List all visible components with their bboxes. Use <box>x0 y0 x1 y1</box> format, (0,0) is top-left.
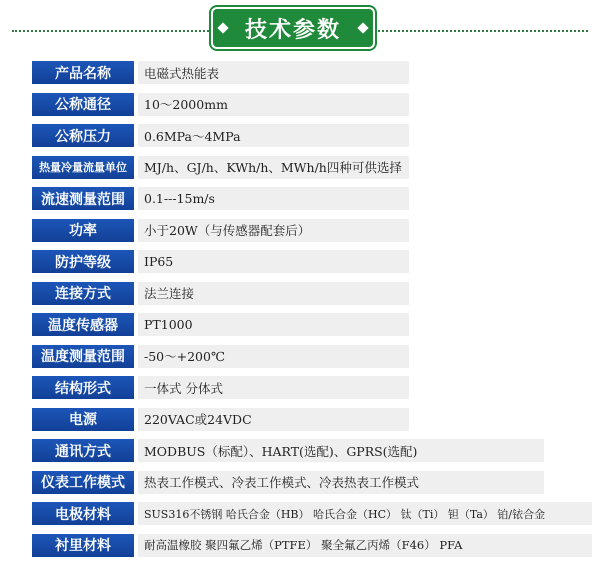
row-value: 电磁式热能表 <box>138 61 409 84</box>
row-label: 仪表工作模式 <box>32 471 134 494</box>
spec-row-nominal-diameter <box>32 90 592 122</box>
row-label: 电源 <box>32 408 134 431</box>
row-label: 公称通径 <box>32 93 134 116</box>
spec-row-lining <box>32 531 592 562</box>
spec-row-communication <box>32 436 592 468</box>
row-label: 产品名称 <box>32 61 134 84</box>
row-value: 220VAC或24VDC <box>138 408 409 431</box>
row-label: 温度测量范围 <box>32 345 134 368</box>
page-title: 技术参数 <box>245 13 341 44</box>
section-header <box>0 0 600 50</box>
row-value: MJ/h、GJ/h、KWh/h、MWh/h四种可供选择 <box>138 156 409 179</box>
spec-row-work-mode <box>32 468 592 500</box>
row-value: 法兰连接 <box>138 282 409 305</box>
header-rule-right <box>375 30 588 32</box>
row-label: 温度传感器 <box>32 313 134 336</box>
row-value: IP65 <box>138 250 409 273</box>
row-label: 防护等级 <box>32 250 134 273</box>
row-label: 公称压力 <box>32 124 134 147</box>
spec-row-power <box>32 216 592 248</box>
spec-row-temp-sensor <box>32 310 592 342</box>
diamond-icon <box>357 22 368 33</box>
row-value: 小于20W（与传感器配套后） <box>138 219 409 242</box>
row-value: 一体式 分体式 <box>138 376 409 399</box>
title-banner <box>213 9 373 47</box>
row-label: 结构形式 <box>32 376 134 399</box>
spec-row-product-name <box>32 58 592 90</box>
spec-row-power-supply <box>32 405 592 437</box>
spec-row-structure <box>32 373 592 405</box>
row-label: 连接方式 <box>32 282 134 305</box>
row-label: 流速测量范围 <box>32 187 134 210</box>
row-value: 耐高温橡胶 聚四氟乙烯（PTFE） 聚全氟乙丙烯（F46） PFA <box>138 534 592 557</box>
row-label: 电极材料 <box>32 502 134 525</box>
row-value: SUS316不锈钢 哈氏合金（HB） 哈氏合金（HC） 钛（Ti） 钽（Ta） 铂/铱合金 <box>138 502 592 525</box>
spec-row-flow-range <box>32 184 592 216</box>
row-label: 功率 <box>32 219 134 242</box>
header-rule-left <box>12 30 212 32</box>
row-label: 热量冷量流量单位 <box>32 156 134 179</box>
row-value: 热表工作模式、冷表工作模式、冷表热表工作模式 <box>138 471 544 494</box>
row-value: MODBUS（标配）、HART(选配)、GPRS(选配) <box>138 439 544 462</box>
spec-row-protection <box>32 247 592 279</box>
spec-table <box>32 58 592 562</box>
spec-row-connection <box>32 279 592 311</box>
spec-row-units <box>32 153 592 185</box>
row-label: 通讯方式 <box>32 439 134 462</box>
row-value: 10～2000mm <box>138 93 409 116</box>
spec-row-electrode <box>32 499 592 531</box>
row-value: 0.1---15m/s <box>138 187 409 210</box>
row-value: 0.6MPa～4MPa <box>138 124 409 147</box>
row-label: 衬里材料 <box>32 534 134 557</box>
spec-row-temp-range <box>32 342 592 374</box>
spec-row-nominal-pressure <box>32 121 592 153</box>
row-value: -50～+200℃ <box>138 345 409 368</box>
row-value: PT1000 <box>138 313 409 336</box>
diamond-icon <box>217 22 228 33</box>
